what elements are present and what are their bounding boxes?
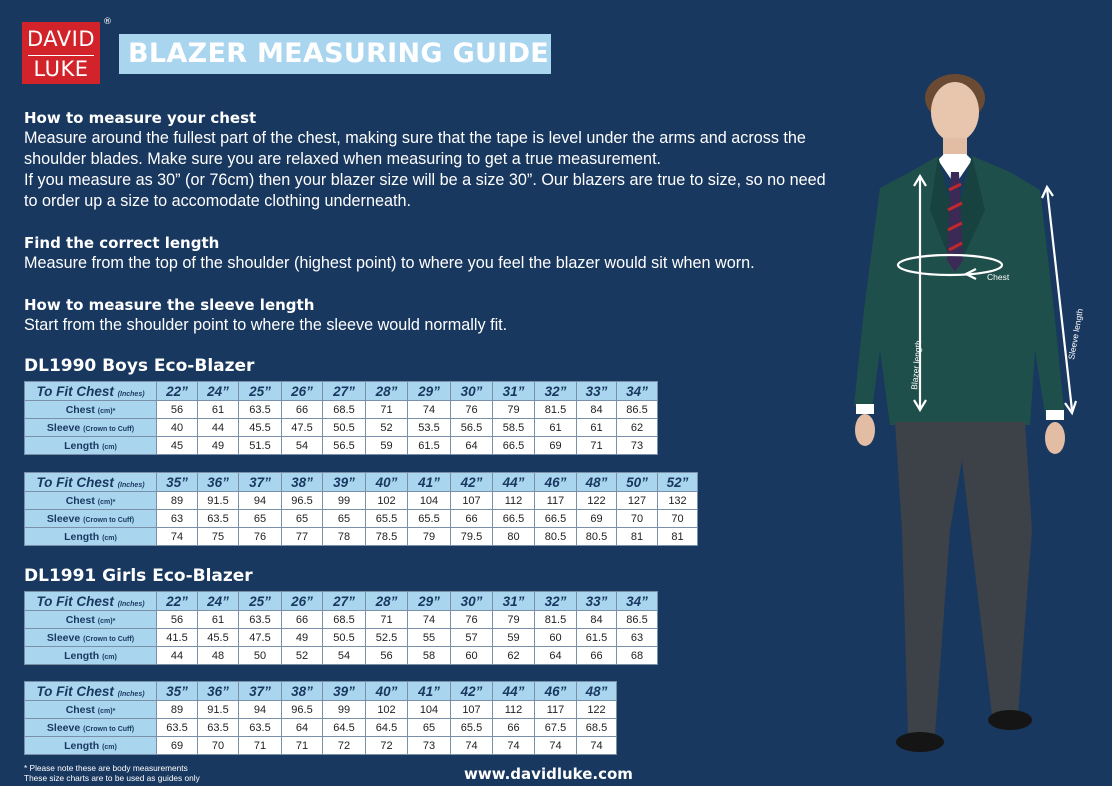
size-header-cell: 42” (451, 682, 493, 701)
row-label-sub: (Crown to Cuff) (83, 725, 135, 733)
size-header-cell: 48” (577, 682, 617, 701)
face-shape (931, 82, 979, 142)
size-header-cell: 48” (577, 473, 617, 492)
table-cell: 79.5 (451, 528, 493, 546)
size-header-cell: 42” (451, 473, 493, 492)
length-row (25, 437, 658, 455)
table-cell: 56 (157, 401, 198, 419)
table-cell: 70 (617, 510, 658, 528)
table-cell: 69 (577, 510, 617, 528)
row-label-main: Sleeve (46, 421, 81, 434)
table-cell: 66.5 (535, 510, 577, 528)
row-label-main: To Fit Chest (36, 474, 114, 490)
table-cell: 74 (577, 737, 617, 755)
table-cell: 66 (577, 647, 617, 665)
boys-size-table-2 (24, 472, 698, 546)
table-cell: 74 (535, 737, 577, 755)
row-label-main: Length (64, 739, 100, 752)
table-cell: 69 (535, 437, 577, 455)
boys-size-table-1 (24, 381, 658, 455)
table-cell: 50 (239, 647, 282, 665)
table-cell: 68.5 (577, 719, 617, 737)
table-cell: 104 (408, 492, 451, 510)
sizes-row-label (25, 682, 157, 701)
table-cell: 50.5 (323, 419, 366, 437)
table-cell: 63 (617, 629, 658, 647)
row-label-main: Sleeve (46, 631, 81, 644)
table-cell: 71 (366, 611, 408, 629)
girls-size-table-1 (24, 591, 658, 665)
table-cell: 69 (157, 737, 198, 755)
table-cell: 99 (323, 492, 366, 510)
table-cell: 81.5 (535, 401, 577, 419)
sleeve-row (25, 419, 658, 437)
sleeve-row-label (25, 510, 157, 528)
table-cell: 76 (451, 401, 493, 419)
logo-line-1: DAVID (26, 27, 96, 51)
table-cell: 79 (408, 528, 451, 546)
size-header-cell: 35” (157, 682, 198, 701)
table-cell: 61 (198, 611, 239, 629)
right-hand (1045, 422, 1065, 454)
chest-row-label (25, 492, 157, 510)
table-cell: 55 (408, 629, 451, 647)
table-cell: 117 (535, 701, 577, 719)
table-cell: 64 (535, 647, 577, 665)
table-cell: 63.5 (239, 611, 282, 629)
length-section (24, 233, 884, 274)
table-cell: 56.5 (451, 419, 493, 437)
table-cell: 52 (366, 419, 408, 437)
table-cell: 86.5 (617, 611, 658, 629)
chest-row (25, 701, 617, 719)
table-cell: 61 (577, 419, 617, 437)
registered-mark: ® (103, 17, 112, 27)
table-cell: 68 (617, 647, 658, 665)
table-cell: 63.5 (198, 510, 239, 528)
table-cell: 54 (323, 647, 366, 665)
table-cell: 99 (323, 701, 366, 719)
size-header-cell: 38” (282, 473, 323, 492)
table-cell: 60 (451, 647, 493, 665)
table-cell: 49 (198, 437, 239, 455)
table-cell: 44 (198, 419, 239, 437)
row-label-sub: (Crown to Cuff) (83, 516, 135, 524)
table-cell: 54 (282, 437, 323, 455)
table-cell: 61 (535, 419, 577, 437)
size-header-cell: 40” (366, 473, 408, 492)
sleeve-row-label (25, 419, 157, 437)
girls-size-table-2 (24, 681, 617, 755)
sleeve-row (25, 629, 658, 647)
row-label-sub: (Crown to Cuff) (83, 635, 135, 643)
table-cell: 68.5 (323, 611, 366, 629)
sizes-row-label (25, 382, 157, 401)
table-cell: 41.5 (157, 629, 198, 647)
table-cell: 60 (535, 629, 577, 647)
table-cell: 56 (366, 647, 408, 665)
size-header-cell: 52” (658, 473, 698, 492)
logo-line-2: LUKE (33, 57, 89, 81)
size-header-cell: 37” (239, 473, 282, 492)
size-header-cell: 24” (198, 382, 239, 401)
table-cell: 73 (408, 737, 451, 755)
table-cell: 84 (577, 401, 617, 419)
table-cell: 63.5 (157, 719, 198, 737)
table-cell: 81.5 (535, 611, 577, 629)
length-row (25, 647, 658, 665)
table-cell: 132 (658, 492, 698, 510)
chest-text-line: Measure around the fullest part of the chest, making sure that the tape is level under the arms and across the (24, 129, 806, 147)
chest-row (25, 611, 658, 629)
row-label-main: Sleeve (46, 721, 81, 734)
row-label-sub: (cm) (102, 743, 117, 751)
chest-row (25, 492, 698, 510)
table-cell: 40 (157, 419, 198, 437)
size-header-cell: 41” (408, 473, 451, 492)
table-cell: 79 (493, 611, 535, 629)
table-cell: 65 (408, 719, 451, 737)
table-cell: 71 (282, 737, 323, 755)
table-cell: 80 (493, 528, 535, 546)
table-cell: 72 (323, 737, 366, 755)
size-header-cell: 44” (493, 473, 535, 492)
footnote-line-1: * Please note these are body measurements (24, 763, 188, 773)
chest-heading: How to measure your chest (24, 109, 257, 127)
length-row (25, 737, 617, 755)
size-header-cell: 30” (451, 592, 493, 611)
row-label-main: Length (64, 439, 100, 452)
table-cell: 61.5 (577, 629, 617, 647)
chest-label: Chest (987, 272, 1010, 282)
table-cell: 62 (493, 647, 535, 665)
table-cell: 65 (239, 510, 282, 528)
table-cell: 45.5 (198, 629, 239, 647)
sleeve-heading: How to measure the sleeve length (24, 296, 315, 314)
table-cell: 61 (198, 401, 239, 419)
sleeve-text: Start from the shoulder point to where the sleeve would normally fit. (24, 316, 508, 334)
table-cell: 66 (282, 611, 323, 629)
table-cell: 104 (408, 701, 451, 719)
table-cell: 78.5 (366, 528, 408, 546)
table-cell: 70 (658, 510, 698, 528)
table-cell: 73 (617, 437, 658, 455)
table-cell: 49 (282, 629, 323, 647)
row-label-sub: (Inches) (117, 481, 145, 489)
row-label-sub: (Inches) (117, 600, 145, 608)
table-cell: 61.5 (408, 437, 451, 455)
size-header-cell: 33” (577, 592, 617, 611)
size-header-row (25, 682, 617, 701)
table-cell: 80.5 (535, 528, 577, 546)
table-cell: 102 (366, 492, 408, 510)
size-header-cell: 27” (323, 382, 366, 401)
length-row-label (25, 528, 157, 546)
size-header-cell: 27” (323, 592, 366, 611)
table-cell: 64 (282, 719, 323, 737)
length-text: Measure from the top of the shoulder (highest point) to where you feel the blazer would sit when worn. (24, 254, 755, 272)
row-label-sub: (Inches) (117, 690, 145, 698)
chest-section (24, 108, 884, 212)
row-label-main: To Fit Chest (36, 593, 114, 609)
table-cell: 122 (577, 701, 617, 719)
table-cell: 63.5 (198, 719, 239, 737)
table-cell: 53.5 (408, 419, 451, 437)
website-url: www.davidluke.com (464, 765, 633, 783)
size-header-cell: 24” (198, 592, 239, 611)
table-cell: 74 (157, 528, 198, 546)
table-cell: 94 (239, 492, 282, 510)
size-header-cell: 32” (535, 592, 577, 611)
size-header-cell: 29” (408, 382, 451, 401)
table-cell: 64 (451, 437, 493, 455)
table-cell: 63 (157, 510, 198, 528)
size-header-cell: 33” (577, 382, 617, 401)
table-cell: 112 (493, 701, 535, 719)
table-cell: 66 (451, 510, 493, 528)
sleeve-row-label (25, 719, 157, 737)
chest-text-line: shoulder blades. Make sure you are relaxed when measuring to get a true measurement. (24, 150, 662, 168)
table-cell: 76 (239, 528, 282, 546)
table-cell: 44 (157, 647, 198, 665)
table-cell: 70 (198, 737, 239, 755)
table-cell: 102 (366, 701, 408, 719)
table-cell: 52.5 (366, 629, 408, 647)
table-cell: 71 (239, 737, 282, 755)
size-header-cell: 50” (617, 473, 658, 492)
row-label-main: Chest (65, 613, 95, 626)
blazer-length-label: Blazer length (909, 339, 924, 391)
table-cell: 56 (157, 611, 198, 629)
row-label-main: Sleeve (46, 512, 81, 525)
row-label-main: Length (64, 649, 100, 662)
footnote-line-2: These size charts are to be used as guides only (24, 773, 200, 783)
size-header-row (25, 473, 698, 492)
table-cell: 71 (577, 437, 617, 455)
table-cell: 66 (493, 719, 535, 737)
table-cell: 96.5 (282, 701, 323, 719)
size-header-cell: 22” (157, 382, 198, 401)
right-cuff (1046, 410, 1064, 420)
chest-row (25, 401, 658, 419)
row-label-sub: (cm) (102, 443, 117, 451)
table-cell: 91.5 (198, 701, 239, 719)
boys-table-heading: DL1990 Boys Eco-Blazer (24, 356, 255, 376)
size-header-cell: 25” (239, 592, 282, 611)
table-cell: 68.5 (323, 401, 366, 419)
table-cell: 66.5 (493, 437, 535, 455)
sleeve-length-label: Sleeve length (1066, 307, 1085, 361)
length-row-label (25, 437, 157, 455)
chest-row-label (25, 611, 157, 629)
table-cell: 65.5 (366, 510, 408, 528)
table-cell: 45.5 (239, 419, 282, 437)
table-cell: 58 (408, 647, 451, 665)
size-header-cell: 26” (282, 592, 323, 611)
size-header-cell: 31” (493, 592, 535, 611)
left-shoe (896, 732, 944, 752)
david-luke-logo (22, 22, 100, 84)
page-title: BLAZER MEASURING GUIDE (119, 34, 551, 74)
row-label-sub: (Inches) (117, 390, 145, 398)
table-cell: 79 (493, 401, 535, 419)
size-header-cell: 32” (535, 382, 577, 401)
sleeve-row-label (25, 629, 157, 647)
sleeve-row (25, 719, 617, 737)
table-cell: 47.5 (239, 629, 282, 647)
table-cell: 74 (493, 737, 535, 755)
size-header-cell: 28” (366, 382, 408, 401)
table-cell: 65.5 (408, 510, 451, 528)
size-header-cell: 36” (198, 682, 239, 701)
size-header-cell: 36” (198, 473, 239, 492)
size-header-row (25, 592, 658, 611)
table-cell: 84 (577, 611, 617, 629)
sleeve-section (24, 295, 884, 336)
table-cell: 64.5 (366, 719, 408, 737)
size-header-cell: 40” (366, 682, 408, 701)
table-cell: 65 (282, 510, 323, 528)
table-cell: 62 (617, 419, 658, 437)
length-row-label (25, 647, 157, 665)
size-header-cell: 35” (157, 473, 198, 492)
chest-row-label (25, 701, 157, 719)
left-hand (855, 414, 875, 446)
size-header-row (25, 382, 658, 401)
size-header-cell: 34” (617, 382, 658, 401)
table-cell: 51.5 (239, 437, 282, 455)
size-header-cell: 26” (282, 382, 323, 401)
table-cell: 57 (451, 629, 493, 647)
right-shoe (988, 710, 1032, 730)
chest-row-label (25, 401, 157, 419)
size-header-cell: 38” (282, 682, 323, 701)
size-header-cell: 22” (157, 592, 198, 611)
table-cell: 94 (239, 701, 282, 719)
table-cell: 80.5 (577, 528, 617, 546)
sizes-row-label (25, 592, 157, 611)
size-header-cell: 41” (408, 682, 451, 701)
table-cell: 117 (535, 492, 577, 510)
table-cell: 86.5 (617, 401, 658, 419)
table-cell: 71 (366, 401, 408, 419)
size-header-cell: 39” (323, 682, 366, 701)
size-header-cell: 46” (535, 682, 577, 701)
table-cell: 72 (366, 737, 408, 755)
trousers (895, 422, 1032, 735)
table-cell: 76 (451, 611, 493, 629)
table-cell: 59 (366, 437, 408, 455)
row-label-main: Chest (65, 703, 95, 716)
table-cell: 56.5 (323, 437, 366, 455)
table-cell: 58.5 (493, 419, 535, 437)
row-label-sub: (cm)* (97, 707, 116, 715)
row-label-main: To Fit Chest (36, 683, 114, 699)
sizes-row-label (25, 473, 157, 492)
table-cell: 65 (323, 510, 366, 528)
row-label-sub: (cm) (102, 534, 117, 542)
table-cell: 59 (493, 629, 535, 647)
table-cell: 66.5 (493, 510, 535, 528)
chest-text-line: to order up a size to accomodate clothing underneath. (24, 192, 411, 210)
table-cell: 67.5 (535, 719, 577, 737)
table-cell: 45 (157, 437, 198, 455)
table-cell: 122 (577, 492, 617, 510)
row-label-sub: (cm)* (97, 498, 116, 506)
row-label-main: To Fit Chest (36, 383, 114, 399)
table-cell: 74 (408, 611, 451, 629)
size-header-cell: 31” (493, 382, 535, 401)
size-header-cell: 39” (323, 473, 366, 492)
table-cell: 63.5 (239, 401, 282, 419)
size-header-cell: 44” (493, 682, 535, 701)
table-cell: 81 (658, 528, 698, 546)
sleeve-row (25, 510, 698, 528)
length-heading: Find the correct length (24, 234, 220, 252)
table-cell: 107 (451, 701, 493, 719)
table-cell: 107 (451, 492, 493, 510)
table-cell: 63.5 (239, 719, 282, 737)
table-cell: 66 (282, 401, 323, 419)
row-label-sub: (cm)* (97, 617, 116, 625)
size-header-cell: 34” (617, 592, 658, 611)
size-header-cell: 25” (239, 382, 282, 401)
row-label-main: Length (64, 530, 100, 543)
table-cell: 52 (282, 647, 323, 665)
size-header-cell: 29” (408, 592, 451, 611)
footnote (24, 763, 200, 783)
table-cell: 65.5 (451, 719, 493, 737)
size-header-cell: 37” (239, 682, 282, 701)
table-cell: 96.5 (282, 492, 323, 510)
table-cell: 91.5 (198, 492, 239, 510)
size-header-cell: 30” (451, 382, 493, 401)
table-cell: 50.5 (323, 629, 366, 647)
table-cell: 75 (198, 528, 239, 546)
row-label-main: Chest (65, 494, 95, 507)
row-label-sub: (Crown to Cuff) (83, 425, 135, 433)
table-cell: 89 (157, 701, 198, 719)
size-header-cell: 28” (366, 592, 408, 611)
table-cell: 74 (408, 401, 451, 419)
table-cell: 89 (157, 492, 198, 510)
table-cell: 74 (451, 737, 493, 755)
size-header-cell: 46” (535, 473, 577, 492)
row-label-sub: (cm) (102, 653, 117, 661)
length-row (25, 528, 698, 546)
table-cell: 77 (282, 528, 323, 546)
row-label-sub: (cm)* (97, 407, 116, 415)
model-illustration (850, 60, 1112, 786)
girls-table-heading: DL1991 Girls Eco-Blazer (24, 566, 253, 586)
table-cell: 47.5 (282, 419, 323, 437)
table-cell: 64.5 (323, 719, 366, 737)
table-cell: 78 (323, 528, 366, 546)
chest-text-line: If you measure as 30” (or 76cm) then your blazer size will be a size 30”. Our blazers are true to size, so no need (24, 171, 826, 189)
table-cell: 81 (617, 528, 658, 546)
table-cell: 48 (198, 647, 239, 665)
table-cell: 127 (617, 492, 658, 510)
left-cuff (856, 404, 874, 414)
row-label-main: Chest (65, 403, 95, 416)
length-row-label (25, 737, 157, 755)
table-cell: 112 (493, 492, 535, 510)
